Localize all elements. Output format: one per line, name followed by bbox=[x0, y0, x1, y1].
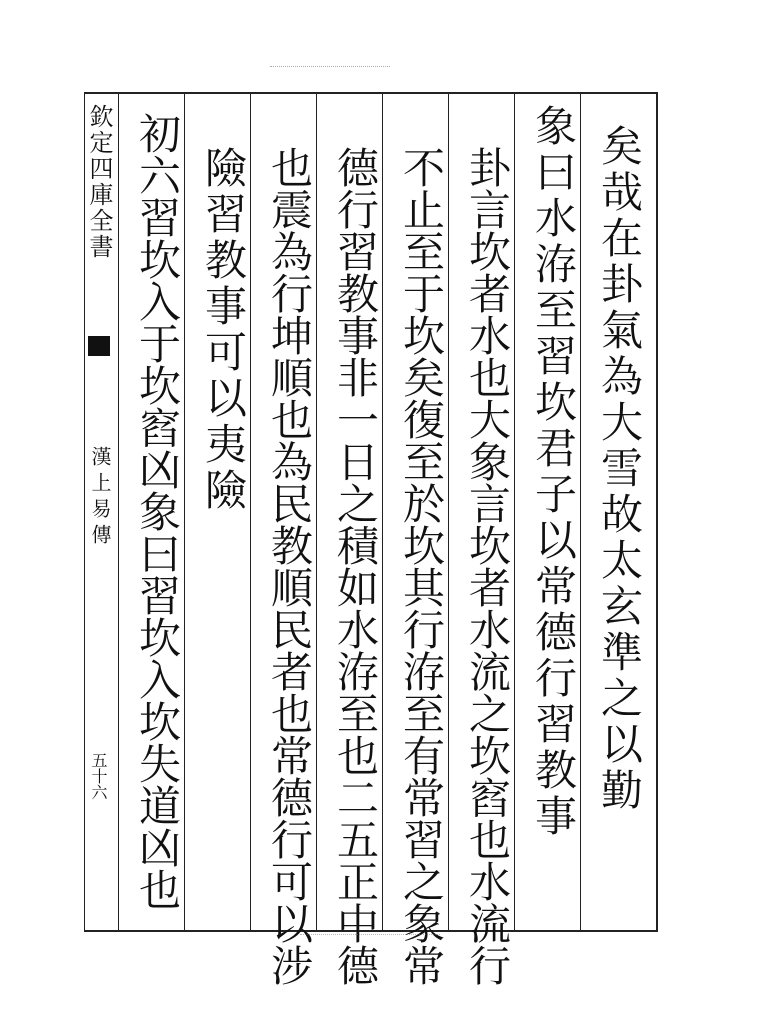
text-column-1: 矣哉在卦氣為大雪故太玄準之以勤 bbox=[595, 124, 644, 814]
section-title: 漢上易傳 bbox=[88, 446, 112, 550]
text-column-7: 險習教事可以夷險 bbox=[199, 146, 248, 514]
column-rule bbox=[514, 94, 515, 930]
book-title: 欽定四庫全書 bbox=[85, 104, 113, 260]
column-rule bbox=[118, 94, 119, 930]
column-rule bbox=[382, 94, 383, 930]
column-rule bbox=[184, 94, 185, 930]
column-rule bbox=[448, 94, 449, 930]
page-number: 五十六 bbox=[89, 752, 108, 800]
top-edge-speckle bbox=[270, 66, 390, 73]
text-column-2: 象曰水洊至習坎君子以常德行習教事 bbox=[529, 104, 578, 840]
text-column-6: 也震為行坤順也為民教順民者也常德行可以涉 bbox=[265, 146, 314, 986]
text-column-5: 德行習教事非一日之積如水洊至也二五正中德 bbox=[331, 146, 380, 986]
column-rule bbox=[250, 94, 251, 930]
bottom-edge-speckle bbox=[300, 934, 440, 941]
fish-tail-mark bbox=[88, 336, 110, 356]
column-rule bbox=[580, 94, 581, 930]
column-rule bbox=[316, 94, 317, 930]
text-column-4: 不止至于坎矣復至於坎其行洊至有常習之象常 bbox=[397, 146, 446, 986]
text-column-8: 初六習坎入于坎窞凶象曰習坎入坎失道凶也 bbox=[133, 112, 182, 910]
text-column-3: 卦言坎者水也大象言坎者水流之坎窞也水流行 bbox=[463, 146, 512, 986]
